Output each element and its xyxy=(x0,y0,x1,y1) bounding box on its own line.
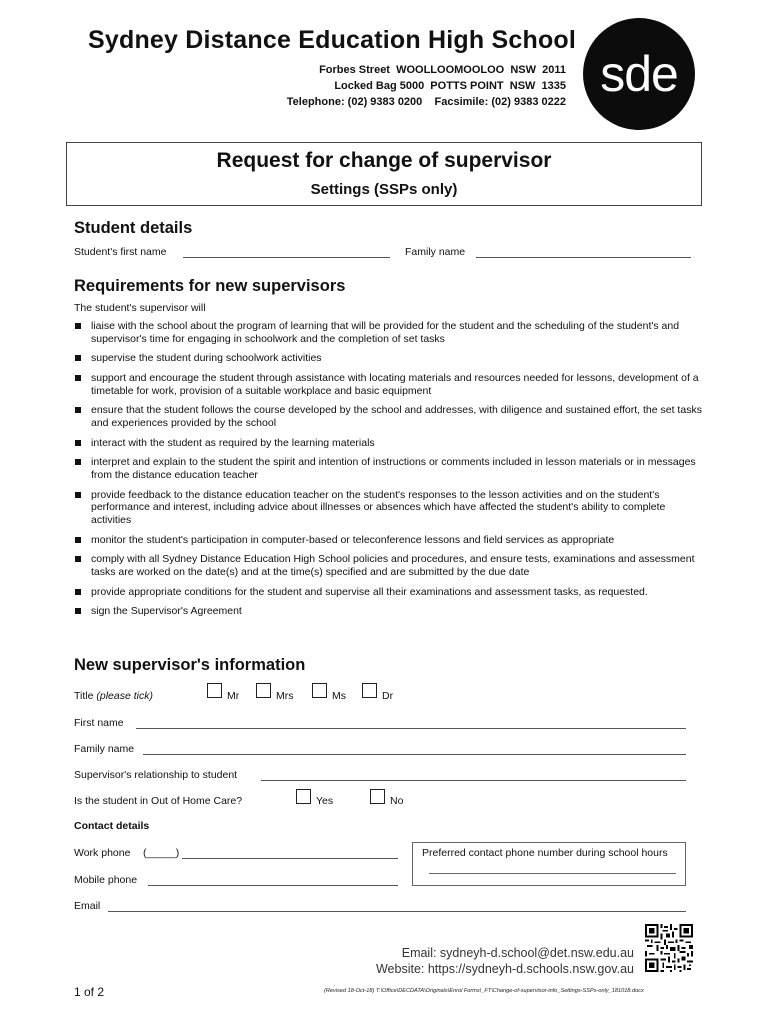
requirement-item: support and encourage the student through assistance with locating materials and resources needed for lessons, development of a timetable for work, provision of a suitable workplace and basic equipment xyxy=(74,372,704,397)
title-ms-label: Ms xyxy=(332,690,346,702)
requirements-heading: Requirements for new supervisors xyxy=(74,277,346,295)
title-ms-checkbox[interactable] xyxy=(312,683,327,698)
address-phone-fax: Telephone: (02) 9383 0200 Facsimile: (02) 9383 0222 xyxy=(286,96,566,108)
title-hint: (please tick) xyxy=(96,690,153,702)
contact-details-heading: Contact details xyxy=(74,820,150,832)
requirements-intro: The student's supervisor will xyxy=(74,302,206,314)
supervisor-family-name-field[interactable] xyxy=(143,754,686,755)
title-label xyxy=(74,690,153,702)
address-street: Forbes Street WOOLLOOMOOLOO NSW 2011 xyxy=(319,64,566,76)
document-reference: (Revised 18-Oct-18) T:\Office\DECDATA\Originals\Enrol Forms\_FT\Change-of-supervisor-info_Settings-SSPs-only_181018.docx xyxy=(324,988,644,994)
preferred-contact-label: Preferred contact phone number during school hours xyxy=(422,847,668,859)
requirement-item: sign the Supervisor's Agreement xyxy=(74,605,704,618)
relationship-label: Supervisor's relationship to student xyxy=(74,769,238,781)
ohc-no-checkbox[interactable] xyxy=(370,789,385,804)
supervisor-first-name-field[interactable] xyxy=(136,728,686,729)
school-name: Sydney Distance Education High School xyxy=(88,26,577,54)
email-field[interactable] xyxy=(108,911,686,912)
ohc-yes-label: Yes xyxy=(316,795,334,807)
title-mr-label: Mr xyxy=(227,690,240,702)
supervisor-info-heading: New supervisor's information xyxy=(74,656,306,674)
title-dr-label: Dr xyxy=(382,690,394,702)
requirement-item: comply with all Sydney Distance Education High School policies and procedures, and ensure tests, examinations and assessment tasks are worked on the date(s) and at the time(s) specified and are submitted by the due date xyxy=(74,553,704,578)
supervisor-family-name-label: Family name xyxy=(74,743,135,755)
requirement-item: provide appropriate conditions for the student and supervise all their examinations and assessment tasks, as requested. xyxy=(74,586,704,599)
relationship-field[interactable] xyxy=(261,780,686,781)
requirements-list xyxy=(74,320,704,625)
form-subtitle: Settings (SSPs only) xyxy=(310,181,458,198)
ohc-question: Is the student in Out of Home Care? xyxy=(74,795,243,807)
student-details-heading: Student details xyxy=(74,219,193,237)
student-first-name-label: Student's first name xyxy=(74,246,167,258)
title-dr-checkbox[interactable] xyxy=(362,683,377,698)
address-postal: Locked Bag 5000 POTTS POINT NSW 1335 xyxy=(334,80,566,92)
form-title: Request for change of supervisor xyxy=(216,149,552,172)
form-title-box xyxy=(66,142,702,206)
title-mr-checkbox[interactable] xyxy=(207,683,222,698)
supervisor-first-name-label: First name xyxy=(74,717,124,729)
requirement-item: interact with the student as required by the learning materials xyxy=(74,437,704,450)
student-first-name-field[interactable] xyxy=(183,257,390,258)
preferred-contact-field[interactable] xyxy=(429,873,676,874)
title-mrs-label: Mrs xyxy=(276,690,294,702)
requirement-item: liaise with the school about the program of learning that will be provided for the student and the scheduling of the student's and supervisor's time for engaging in schoolwork and the completion of set tasks xyxy=(74,320,704,345)
school-email: Email: sydneyh-d.school@det.nsw.edu.au xyxy=(401,946,634,960)
qr-code-icon xyxy=(645,924,693,972)
requirement-item: supervise the student during schoolwork activities xyxy=(74,352,704,365)
title-mrs-checkbox[interactable] xyxy=(256,683,271,698)
student-family-name-label: Family name xyxy=(405,246,466,258)
mobile-phone-field[interactable] xyxy=(148,885,398,886)
work-phone-field[interactable] xyxy=(182,858,398,859)
title-label-text: Title xyxy=(74,690,94,702)
ohc-yes-checkbox[interactable] xyxy=(296,789,311,804)
requirement-item: ensure that the student follows the course developed by the school and addresses, with diligence and sustained effort, the set tasks and experiences provided by the school xyxy=(74,404,704,429)
preferred-contact-box[interactable] xyxy=(412,842,686,886)
requirement-item: provide feedback to the distance education teacher on the student's responses to the lesson activities and on the student's performance and interest, including advice about illnesses or absences which have affected the student's ability to complete activities xyxy=(74,489,704,527)
work-phone-area-code: (_____) xyxy=(143,847,180,859)
page-number: 1 of 2 xyxy=(74,985,105,999)
requirement-item: monitor the student's participation in computer-based or teleconference lessons and field services as appropriate xyxy=(74,534,704,547)
work-phone-label: Work phone xyxy=(74,847,131,859)
mobile-phone-label: Mobile phone xyxy=(74,874,138,886)
student-family-name-field[interactable] xyxy=(476,257,691,258)
sde-logo: sde xyxy=(583,18,695,130)
requirement-item: interpret and explain to the student the spirit and intention of instructions or comments included in lesson materials or in messages from the distance education teacher xyxy=(74,456,704,481)
school-website: Website: https://sydneyh-d.schools.nsw.gov.au xyxy=(375,962,634,976)
ohc-no-label: No xyxy=(390,795,404,807)
email-label: Email xyxy=(74,900,101,912)
